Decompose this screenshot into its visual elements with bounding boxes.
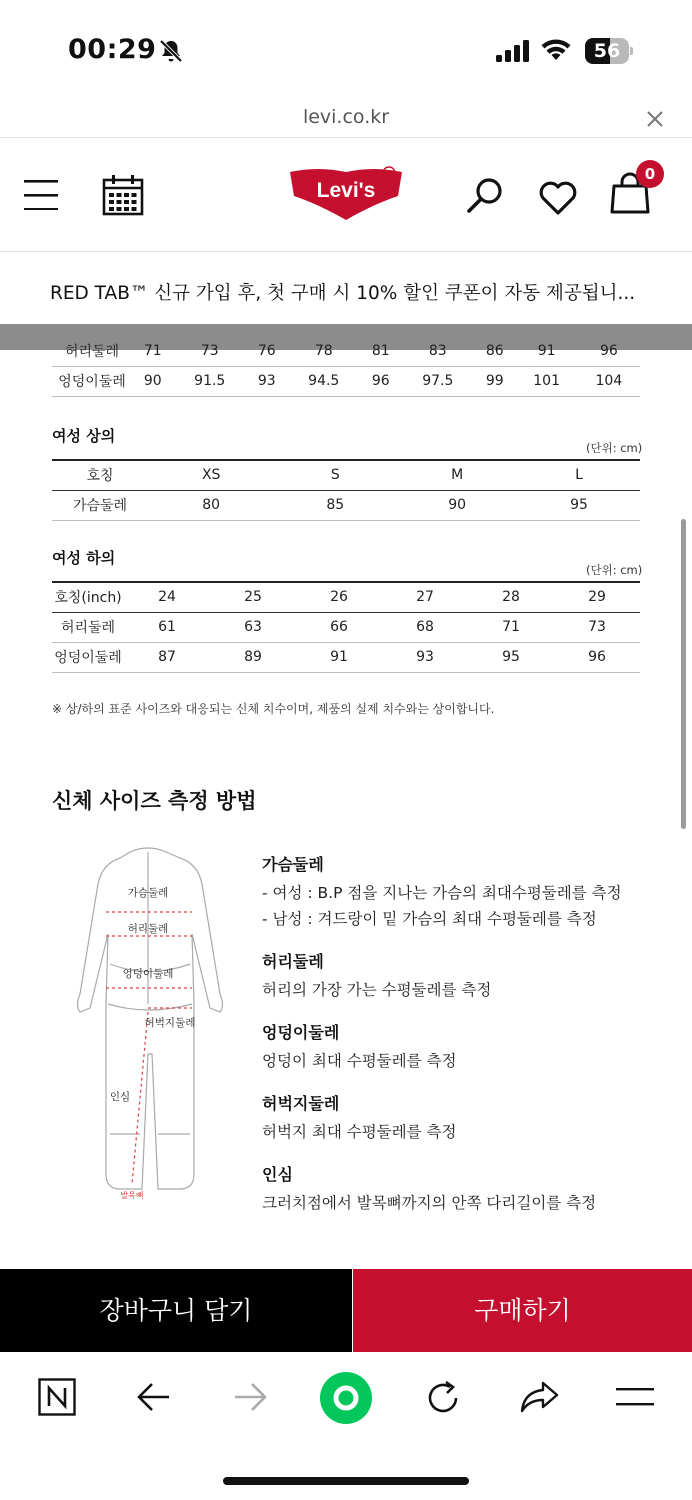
share-icon[interactable] <box>519 1380 559 1414</box>
promo-text[interactable]: RED TAB™ 신규 가입 후, 첫 구매 시 10% 할인 쿠폰이 자동 제공됩니... <box>50 283 636 304</box>
cellular-signal-icon <box>496 40 530 62</box>
row-label: 엉덩이둘레 <box>52 642 124 672</box>
header-cell: 25 <box>210 582 296 612</box>
table-cell: 66 <box>296 612 382 642</box>
table-cell: 99 <box>474 366 515 396</box>
status-bar <box>0 0 692 100</box>
measure-item <box>262 1020 622 1071</box>
table-row <box>52 490 640 520</box>
measure-line: 크러치점에서 발목뼈까지의 안쪽 다리길이를 측정 <box>262 1194 597 1212</box>
table-cell: 78 <box>288 336 361 366</box>
table-cell: 96 <box>360 366 401 396</box>
header-cell: L <box>518 460 640 490</box>
table-cell: 96 <box>554 642 640 672</box>
scrollbar-thumb[interactable] <box>681 519 686 829</box>
table-cell: 86 <box>474 336 515 366</box>
table-cell: 91 <box>516 336 578 366</box>
women-top-unit: (단위: cm) <box>586 441 643 455</box>
body-measure-figure <box>60 844 250 1204</box>
table-cell: 63 <box>210 612 296 642</box>
row-label: 허리둘레 <box>52 336 132 366</box>
measure-heading: 엉덩이둘레 <box>262 1023 340 1042</box>
wifi-icon <box>540 38 572 62</box>
figure-label-chest: 가슴둘레 <box>127 887 169 899</box>
measure-heading: 가슴둘레 <box>262 855 324 874</box>
women-top-title: 여성 상의 <box>52 427 116 445</box>
menu-icon[interactable] <box>24 180 58 210</box>
battery-indicator <box>585 38 633 64</box>
header-cell: S <box>274 460 396 490</box>
battery-percent: 56 <box>593 40 621 62</box>
row-label: 가슴둘레 <box>52 490 148 520</box>
measure-line: - 남성 : 겨드랑이 밑 가슴의 최대 수평둘레를 측정 <box>262 910 597 928</box>
header-cell: 29 <box>554 582 640 612</box>
women-bottom-title: 여성 하의 <box>52 549 116 567</box>
header-cell: 호칭 <box>52 460 148 490</box>
table-cell: 104 <box>578 366 640 396</box>
search-icon[interactable] <box>466 176 506 216</box>
table-cell: 85 <box>274 490 396 520</box>
women-bottom-table <box>52 581 640 673</box>
measure-line: - 여성 : B.P 점을 지나는 가슴의 최대수평둘레를 측정 <box>262 884 622 902</box>
heart-icon[interactable] <box>538 180 578 216</box>
figure-label-inseam: 인심 <box>109 1091 131 1103</box>
svg-text:R: R <box>385 169 393 179</box>
table-row <box>52 642 640 672</box>
table-cell: 93 <box>246 366 287 396</box>
forward-arrow-icon[interactable] <box>232 1382 268 1412</box>
table-cell: 68 <box>382 612 468 642</box>
women-bottom-unit: (단위: cm) <box>586 563 643 577</box>
table-cell: 101 <box>516 366 578 396</box>
header-cell: 27 <box>382 582 468 612</box>
row-label: 허리둘레 <box>52 612 124 642</box>
measure-item <box>262 1162 622 1213</box>
table-cell: 95 <box>518 490 640 520</box>
url-text[interactable]: levi.co.kr <box>302 106 390 128</box>
size-guide-viewer[interactable] <box>0 324 692 1269</box>
table-cell: 81 <box>360 336 401 366</box>
table-cell: 71 <box>468 612 554 642</box>
size-footnote: ※ 상/하의 표준 사이즈와 대응되는 신체 치수이며, 제품의 실제 치수와는 상이합니다. <box>52 702 495 716</box>
logo-text: Levi's <box>316 179 376 202</box>
table-cell: 91 <box>296 642 382 672</box>
figure-label-thigh: 허벅지둘레 <box>144 1017 196 1029</box>
table-row <box>52 336 640 366</box>
close-icon[interactable] <box>644 108 666 130</box>
header-cell: 호칭(inch) <box>52 582 124 612</box>
table-cell: 95 <box>468 642 554 672</box>
back-arrow-icon[interactable] <box>136 1382 172 1412</box>
figure-label-hip: 엉덩이둘레 <box>122 968 174 980</box>
table-row <box>52 366 640 396</box>
women-top-table <box>52 459 640 521</box>
table-header-row <box>52 460 640 490</box>
measure-line: 엉덩이 최대 수평둘레를 측정 <box>262 1052 457 1070</box>
table-cell: 71 <box>132 336 173 366</box>
table-cell: 90 <box>132 366 173 396</box>
table-cell: 89 <box>210 642 296 672</box>
measure-item <box>262 852 622 929</box>
header-cell: 28 <box>468 582 554 612</box>
header-cell: M <box>396 460 518 490</box>
levis-logo[interactable] <box>288 164 406 228</box>
measure-heading: 인심 <box>262 1165 293 1184</box>
table-cell: 93 <box>382 642 468 672</box>
buy-now-button[interactable]: 구매하기 <box>353 1269 692 1352</box>
table-cell: 91.5 <box>173 366 246 396</box>
measure-heading: 허벅지둘레 <box>262 1094 340 1113</box>
measure-heading: 허리둘레 <box>262 952 324 971</box>
table-cell: 97.5 <box>402 366 475 396</box>
home-indicator[interactable] <box>223 1477 469 1485</box>
site-header <box>0 138 692 252</box>
cart-count-badge: 0 <box>636 160 664 188</box>
naver-n-icon[interactable] <box>38 1378 76 1416</box>
header-cell: 24 <box>124 582 210 612</box>
more-menu-icon[interactable] <box>616 1386 654 1408</box>
table-cell: 96 <box>578 336 640 366</box>
add-to-cart-button[interactable]: 장바구니 담기 <box>0 1269 352 1352</box>
partial-size-table <box>52 336 640 397</box>
table-cell: 83 <box>402 336 475 366</box>
measure-line: 허벅지 최대 수평둘레를 측정 <box>262 1123 457 1141</box>
measure-line: 허리의 가장 가는 수평둘레를 측정 <box>262 981 492 999</box>
measure-descriptions <box>262 852 622 1233</box>
measure-method-title: 신체 사이즈 측정 방법 <box>52 789 257 813</box>
table-cell: 94.5 <box>288 366 361 396</box>
refresh-icon[interactable] <box>424 1379 462 1417</box>
measure-item <box>262 949 622 1000</box>
figure-label-ankle: 발목뼈 <box>120 1191 144 1200</box>
table-cell: 61 <box>124 612 210 642</box>
naver-green-dot-icon[interactable] <box>319 1371 373 1425</box>
status-time: 00:29 <box>68 34 157 65</box>
bell-muted-icon <box>158 38 184 64</box>
table-cell: 80 <box>148 490 274 520</box>
url-bar[interactable] <box>0 100 692 138</box>
promo-banner[interactable] <box>0 252 692 324</box>
table-cell: 73 <box>554 612 640 642</box>
measure-item <box>262 1091 622 1142</box>
table-cell: 76 <box>246 336 287 366</box>
table-cell: 73 <box>173 336 246 366</box>
table-cell: 90 <box>396 490 518 520</box>
table-row <box>52 612 640 642</box>
header-cell: 26 <box>296 582 382 612</box>
table-header-row <box>52 582 640 612</box>
header-cell: XS <box>148 460 274 490</box>
figure-label-waist: 허리둘레 <box>127 923 169 935</box>
table-cell: 87 <box>124 642 210 672</box>
row-label: 엉덩이둘레 <box>52 366 132 396</box>
calendar-icon[interactable] <box>102 174 144 216</box>
